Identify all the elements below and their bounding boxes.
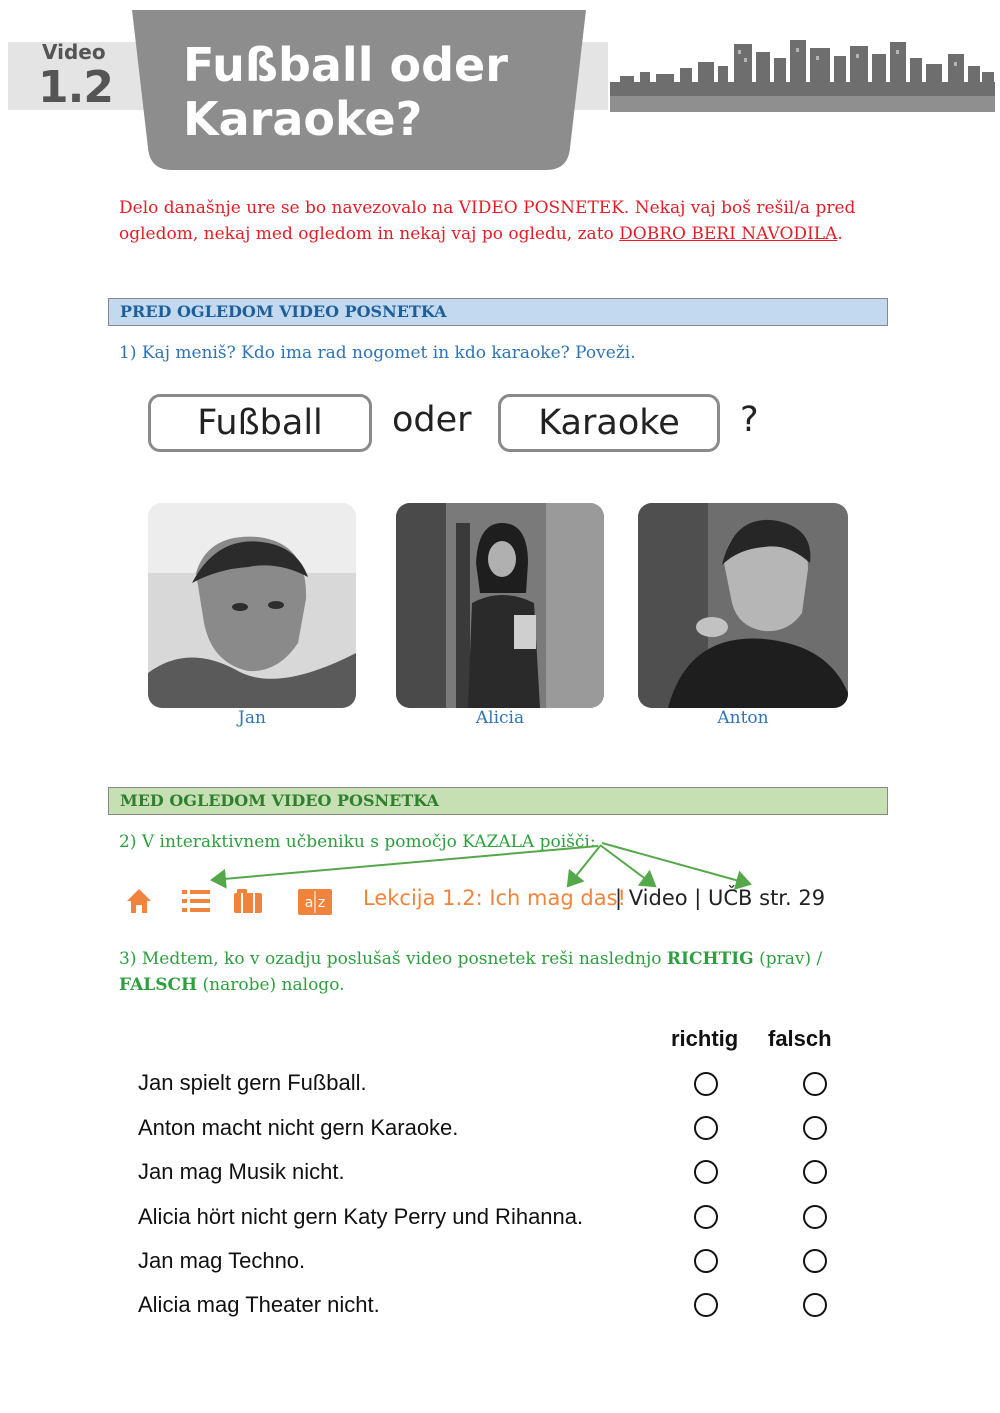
task-3-falsch: FALSCH — [119, 975, 198, 995]
name-jan: Jan — [238, 708, 266, 728]
column-header-richtig: richtig — [671, 1026, 739, 1051]
video-label: Video — [42, 40, 106, 64]
section-heading-before-video: PRED OGLEDOM VIDEO POSNETKA — [108, 298, 888, 326]
radio-richtig-3[interactable] — [694, 1160, 718, 1184]
task-1-instruction: 1) Kaj meniš? Kdo ima rad nogomet in kdo karaoke? Poveži. — [119, 343, 636, 363]
toolbar-breadcrumb: | Video | UČB str. 29 — [615, 886, 826, 910]
video-number: 1.2 — [38, 62, 113, 113]
task-3-richtig: RICHTIG — [666, 949, 754, 969]
task-3-text: 3) Medtem, ko v ozadju poslušaš video posnetek reši naslednjo — [119, 949, 667, 969]
dictionary-icon-letters: a z — [304, 895, 326, 911]
task-3-text: (prav) / — [753, 949, 823, 969]
radio-falsch-1[interactable] — [803, 1072, 827, 1096]
toolbar-icons — [124, 884, 344, 918]
choice-box-karaoke: Karaoke — [498, 394, 720, 452]
radio-falsch-4[interactable] — [803, 1205, 827, 1229]
intro-text: Delo današnje ure se bo navezovalo na VIDEO POSNETEK. Nekaj vaj boš rešil/a pred ogledom, nekaj med ogledom in nekaj vaj po ogledu, zato — [119, 198, 856, 244]
statement-4: Alicia hört nicht gern Katy Perry und Rihanna. — [138, 1204, 584, 1229]
statement-3: Jan mag Musik nicht. — [138, 1159, 345, 1184]
section-heading-during-video: MED OGLEDOM VIDEO POSNETKA — [108, 787, 888, 815]
radio-richtig-6[interactable] — [694, 1293, 718, 1317]
radio-falsch-5[interactable] — [803, 1249, 827, 1273]
radio-falsch-2[interactable] — [803, 1116, 827, 1140]
radio-falsch-3[interactable] — [803, 1160, 827, 1184]
question-mark: ? — [740, 400, 759, 440]
statement-2: Anton macht nicht gern Karaoke. — [138, 1115, 459, 1140]
home-icon[interactable] — [127, 889, 151, 913]
list-icon[interactable] — [182, 890, 210, 912]
radio-richtig-2[interactable] — [694, 1116, 718, 1140]
radio-richtig-4[interactable] — [694, 1205, 718, 1229]
intro-underlined-text: DOBRO BERI NAVODILA — [619, 224, 838, 244]
briefcase-icon[interactable] — [234, 889, 262, 913]
task-3-instruction — [119, 946, 859, 998]
statement-5: Jan mag Techno. — [138, 1248, 306, 1273]
dictionary-icon[interactable] — [298, 889, 332, 915]
statement-6: Alicia mag Theater nicht. — [138, 1292, 380, 1317]
choice-box-fussball: Fußball — [148, 394, 372, 452]
statement-1: Jan spielt gern Fußball. — [138, 1070, 367, 1095]
radio-richtig-5[interactable] — [694, 1249, 718, 1273]
column-header-falsch: falsch — [768, 1026, 832, 1051]
intro-text-end: . — [837, 224, 843, 244]
task-3-text: (narobe) nalogo. — [197, 975, 345, 995]
radio-falsch-6[interactable] — [803, 1293, 827, 1317]
name-alicia: Alicia — [475, 708, 525, 728]
task-2-instruction: 2) V interaktivnem učbeniku s pomočjo KAZALA poišči: — [119, 832, 596, 852]
radio-richtig-1[interactable] — [694, 1072, 718, 1096]
page-title-line1: Fußball oder — [183, 38, 508, 92]
toolbar-lesson-link[interactable]: Lekcija 1.2: Ich mag das! — [363, 886, 626, 910]
connector-word: oder — [392, 400, 472, 440]
name-anton: Anton — [717, 708, 769, 728]
page-title-line2: Karaoke? — [183, 92, 423, 146]
